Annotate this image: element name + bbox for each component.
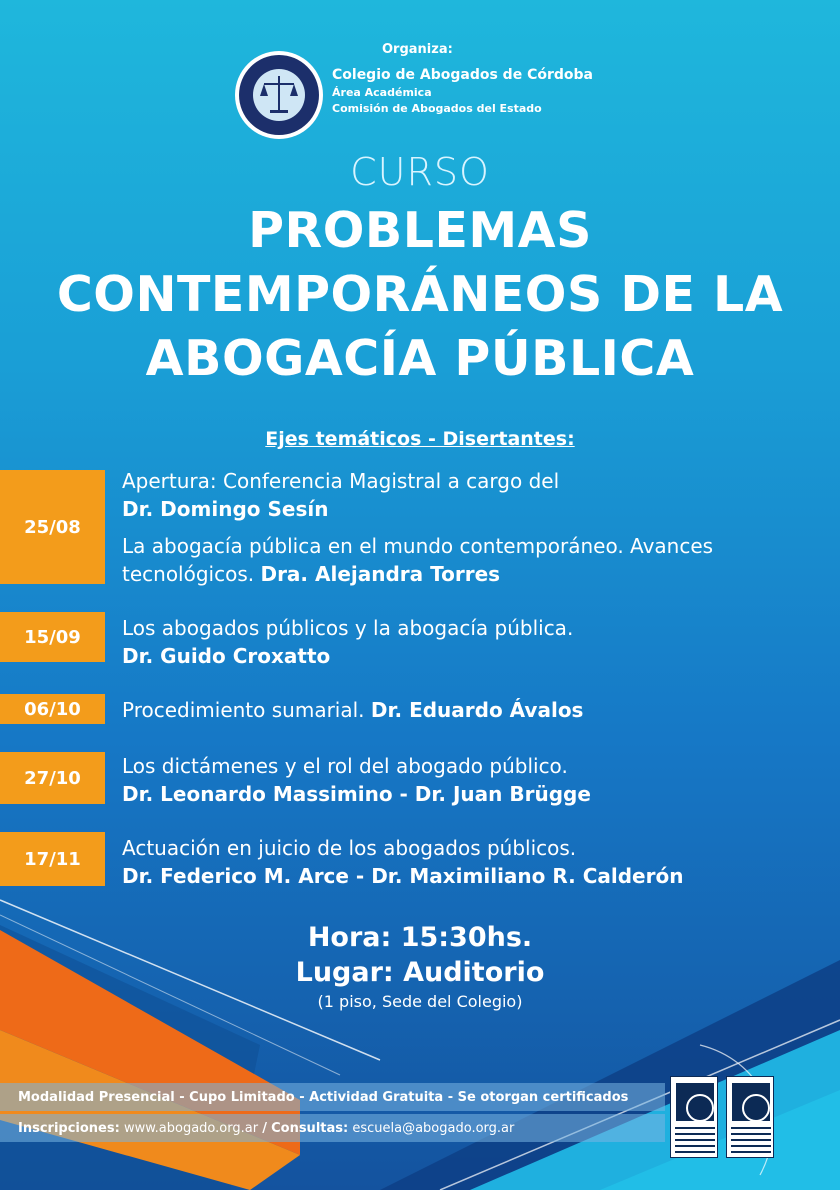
contact-separator: / xyxy=(262,1120,267,1136)
course-time: Hora: 15:30hs. xyxy=(307,922,533,953)
session-item xyxy=(122,834,822,890)
session-date-badge: 25/08 xyxy=(0,470,105,584)
session-topic: Los dictámenes y el rol del abogado público. xyxy=(122,754,568,778)
course-title-line-1: PROBLEMAS xyxy=(248,202,592,259)
certificate-text-lines xyxy=(675,1127,715,1153)
course-venue-detail: (1 piso, Sede del Colegio) xyxy=(317,992,523,1011)
session-item xyxy=(122,696,822,724)
modality-text: Modalidad Presencial - Cupo Limitado - Actividad Gratuita - Se otorgan certificados xyxy=(18,1089,629,1105)
course-title-line-2: CONTEMPORÁNEOS DE LA xyxy=(56,266,784,323)
organizer-header xyxy=(234,40,654,136)
course-venue: Lugar: Auditorio xyxy=(295,957,545,988)
section-heading: Ejes temáticos - Disertantes: xyxy=(265,428,575,450)
session-topic: La abogacía pública en el mundo contemporáneo. Avances tecnológicos. xyxy=(122,534,714,586)
session-item xyxy=(122,532,822,588)
contact-bar xyxy=(0,1114,665,1142)
modality-bar xyxy=(0,1083,665,1111)
session-date-badge: 15/09 xyxy=(0,612,105,662)
session-topic: Actuación en juicio de los abogados públicos. xyxy=(122,836,577,860)
session-date-badge: 17/11 xyxy=(0,832,105,886)
session-speaker: Dr. Guido Croxatto xyxy=(122,644,331,668)
session-speaker: Dra. Alejandra Torres xyxy=(260,562,501,586)
consultas-email-link[interactable]: escuela@abogado.org.ar xyxy=(352,1120,515,1136)
bar-association-seal-icon xyxy=(234,50,324,140)
iram-logo-icon xyxy=(676,1083,714,1121)
session-date-badge: 27/10 xyxy=(0,752,105,804)
session-speaker: Dr. Federico M. Arce - Dr. Maximiliano R. Calderón xyxy=(122,864,684,888)
session-speaker: Dr. Leonardo Massimino - Dr. Juan Brügge xyxy=(122,782,591,806)
session-item xyxy=(122,752,822,808)
organizer-area: Área Académica xyxy=(332,86,432,99)
inscripciones-link[interactable]: www.abogado.org.ar xyxy=(123,1120,259,1136)
session-speaker: Dr. Eduardo Ávalos xyxy=(370,698,584,722)
consultas-label: Consultas: xyxy=(271,1120,349,1136)
session-item xyxy=(122,467,822,523)
iram-quality-badge xyxy=(726,1076,774,1158)
session-speaker: Dr. Domingo Sesín xyxy=(122,497,329,521)
session-date-badge: 06/10 xyxy=(0,694,105,724)
session-topic: Apertura: Conferencia Magistral a cargo del xyxy=(122,469,560,493)
certificate-text-lines xyxy=(731,1127,771,1153)
course-title-line-3: ABOGACÍA PÚBLICA xyxy=(145,330,695,387)
organizer-commission: Comisión de Abogados del Estado xyxy=(332,102,542,115)
inscripciones-label: Inscripciones: xyxy=(18,1120,120,1136)
organiza-label: Organiza: xyxy=(382,42,453,57)
session-item xyxy=(122,614,822,670)
session-topic: Los abogados públicos y la abogacía pública. xyxy=(122,616,574,640)
iram-certification-badge xyxy=(670,1076,718,1158)
organizer-name: Colegio de Abogados de Córdoba xyxy=(332,67,593,83)
session-topic: Procedimiento sumarial. xyxy=(122,698,365,722)
course-kicker: CURSO xyxy=(350,150,490,194)
iram-logo-icon xyxy=(732,1083,770,1121)
